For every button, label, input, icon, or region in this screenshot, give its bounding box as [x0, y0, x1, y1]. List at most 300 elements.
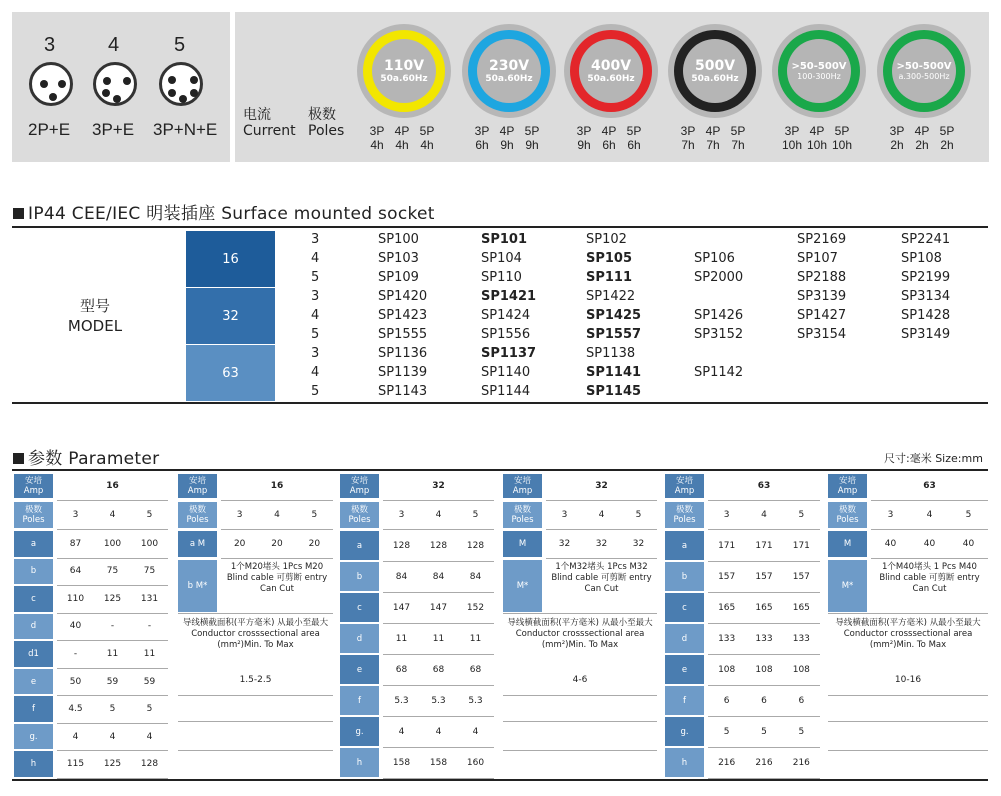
- plug-pin: [168, 76, 176, 84]
- model-number: SP1140: [481, 365, 531, 380]
- row-rule: [503, 613, 657, 614]
- row-rule: [178, 695, 333, 696]
- dimension-value: 171: [718, 540, 736, 551]
- voltage-color-ring: [570, 30, 652, 112]
- pole-clock-position: [597, 124, 621, 152]
- dimension-value: 4.5: [68, 704, 83, 715]
- row-rule: [503, 721, 657, 722]
- row-rule: [383, 500, 494, 501]
- poles-label: 极数 Poles: [340, 502, 379, 528]
- dimension-value: -: [110, 621, 115, 632]
- clock-hour: 2h: [915, 138, 929, 152]
- row-rule: [828, 750, 988, 751]
- plug-pin: [168, 89, 176, 97]
- row-rule: [383, 529, 494, 530]
- model-number: SP1143: [378, 384, 428, 399]
- poles-label: 极数 Poles: [14, 502, 53, 528]
- dimension-value: 157: [718, 571, 736, 582]
- dimension-label: e: [665, 655, 704, 684]
- pole-count: 5: [311, 384, 320, 399]
- row-rule: [221, 558, 333, 559]
- model-number: SP1426: [694, 308, 744, 323]
- voltage-badge: [772, 24, 866, 118]
- dimension-value: 4: [435, 726, 442, 737]
- model-number: SP1555: [378, 327, 428, 342]
- dimension-value: 133: [792, 633, 810, 644]
- pole-clock-position: [390, 124, 414, 152]
- dimension-value: 147: [429, 602, 448, 613]
- pole-value: 4: [761, 510, 767, 520]
- plug-pole-count: 5: [174, 34, 186, 56]
- clock-hour: 10h: [781, 138, 803, 152]
- plug-type-label: 2P+E: [28, 120, 71, 139]
- row-rule: [546, 558, 657, 559]
- amp-value: 32: [595, 481, 608, 491]
- dimension-value: 50: [69, 676, 82, 687]
- pole-count: 3P: [784, 124, 800, 138]
- dimension-value: 158: [429, 757, 448, 768]
- section-heading-surface-socket: IP44 CEE/IEC 明装插座 Surface mounted socket: [13, 199, 435, 224]
- pole-count: 3P: [474, 124, 490, 138]
- plug-pin: [103, 77, 111, 85]
- model-number: SP1420: [378, 289, 428, 304]
- pole-value: 4: [598, 510, 605, 520]
- model-number: SP105: [586, 251, 633, 266]
- frequency-value: 50a.60Hz: [691, 73, 739, 84]
- clock-hour: 9h: [577, 138, 591, 152]
- model-number: SP1427: [797, 308, 847, 323]
- unit-label: 尺寸:毫米 Size:mm: [884, 452, 983, 465]
- blind-plug-text: 1个M20堵头 1Pcs M20 Blind cable 可剪断 entry Can Cut: [226, 562, 328, 594]
- model-number: SP1423: [378, 308, 428, 323]
- dimension-value: 5: [798, 726, 805, 737]
- dimension-value: 128: [140, 759, 159, 770]
- model-number: SP3134: [901, 289, 951, 304]
- dimension-value: 11: [395, 633, 408, 644]
- dimension-value: 6: [723, 695, 730, 706]
- pole-clock-position: [365, 124, 389, 152]
- pole-count: 4P: [809, 124, 825, 138]
- pole-clock-position: [572, 124, 596, 152]
- row-rule: [503, 750, 657, 751]
- parameter-table: [178, 474, 333, 779]
- plug-diagram: [93, 62, 137, 106]
- clock-hour: 10h: [806, 138, 828, 152]
- pole-count: 5P: [626, 124, 642, 138]
- pole-value: 3: [236, 510, 243, 520]
- amp-rating-cell: 32: [186, 288, 275, 344]
- pole-count: 5P: [939, 124, 955, 138]
- pole-clock-position: [520, 124, 544, 152]
- dimension-value: 84: [432, 571, 445, 582]
- model-number: SP101: [481, 232, 528, 247]
- conductor-note: 导线横截面积(平方毫米) 从最小至最大 Conductor crosssectional area (mm²)Min. To Max: [835, 618, 981, 650]
- conductor-range: 1.5-2.5: [239, 675, 272, 685]
- pole-value: 5: [146, 510, 153, 520]
- parameter-rule: [12, 469, 988, 471]
- clock-hour: 4h: [370, 138, 384, 152]
- pole-value: 5: [635, 510, 642, 520]
- dimension-label: f: [665, 686, 704, 715]
- dimension-label: d1: [14, 641, 53, 667]
- dimension-value: 11: [106, 648, 119, 659]
- plug-diagram: [159, 62, 203, 106]
- clock-hour: 2h: [940, 138, 954, 152]
- model-number: SP1137: [481, 346, 537, 361]
- model-number: SP2188: [797, 270, 847, 285]
- dimension-value: 171: [792, 540, 810, 551]
- gland-thread-value: 32: [632, 539, 645, 549]
- dimension-value: 68: [469, 664, 482, 675]
- pole-count: 3: [311, 346, 320, 361]
- pole-clock-position: [935, 124, 959, 152]
- model-number: SP2241: [901, 232, 951, 247]
- model-number: SP102: [586, 232, 627, 247]
- pole-clock-position: [415, 124, 439, 152]
- dimension-value: 128: [429, 540, 448, 551]
- dimension-label: d: [340, 624, 379, 653]
- dimension-label: c: [665, 593, 704, 622]
- dimension-label: f: [340, 686, 379, 715]
- dimension-value: 5: [146, 704, 153, 715]
- dimension-label: h: [665, 748, 704, 777]
- dimension-value: -: [147, 621, 152, 632]
- amp-value: 32: [432, 481, 445, 491]
- model-number: SP1556: [481, 327, 531, 342]
- dimension-value: 11: [469, 633, 482, 644]
- voltage-badge-center: [787, 39, 851, 103]
- model-number: SP107: [797, 251, 838, 266]
- model-number: SP103: [378, 251, 419, 266]
- gland-thread-value: 20: [308, 539, 321, 549]
- dimension-value: 5.3: [394, 695, 409, 706]
- plug-pin: [102, 89, 110, 97]
- plug-diagram: [29, 62, 73, 106]
- dimension-value: 216: [718, 757, 736, 768]
- parameter-table: [828, 474, 988, 779]
- dimension-label: b: [14, 559, 53, 585]
- row-rule: [178, 750, 333, 751]
- poles-label: 极数 Poles: [178, 502, 217, 528]
- pole-clock-position: [885, 124, 909, 152]
- row-rule: [57, 529, 168, 530]
- dimension-value: 158: [392, 757, 411, 768]
- conductor-note: 导线横截面积(平方毫米) 从最小至最大 Conductor crosssectional area (mm²)Min. To Max: [182, 618, 329, 650]
- pole-count: 5P: [730, 124, 746, 138]
- amp-label: 安培 Amp: [828, 474, 867, 498]
- dimension-value: 108: [718, 664, 736, 675]
- dimension-value: 165: [755, 602, 773, 613]
- dimension-label: h: [14, 751, 53, 777]
- clock-hour: 6h: [475, 138, 489, 152]
- voltage-value: 500V: [694, 57, 736, 74]
- voltage-badge-center: [477, 39, 541, 103]
- gland-thread-label: M: [828, 531, 867, 557]
- pole-clock-position: [910, 124, 934, 152]
- model-number: SP1138: [586, 346, 636, 361]
- poles-label: 极数 Poles: [665, 502, 704, 528]
- voltage-color-ring: [674, 30, 756, 112]
- model-number: SP3152: [694, 327, 744, 342]
- model-number: SP109: [378, 270, 419, 285]
- blind-plug-text: 1个M40堵头 1 Pcs M40 Blind cable 可剪断 entry Can Cut: [879, 562, 980, 594]
- conductor-note: 导线横截面积(平方毫米) 从最小至最大 Conductor crosssectional area (mm²)Min. To Max: [507, 618, 653, 650]
- dimension-value: 147: [392, 602, 411, 613]
- pole-count: 5: [311, 270, 320, 285]
- row-rule: [221, 529, 333, 530]
- pole-clock-position: [830, 124, 854, 152]
- dimension-value: 128: [392, 540, 411, 551]
- amp-value: 16: [106, 481, 119, 491]
- gland-thread-label: M: [503, 531, 542, 557]
- pole-value: 3: [561, 510, 568, 520]
- dimension-value: 4: [146, 731, 153, 742]
- model-table-bottom-rule: [12, 402, 988, 404]
- clock-hour: 2h: [890, 138, 904, 152]
- row-rule: [708, 529, 820, 530]
- row-rule: [57, 500, 168, 501]
- plug-pole-count: 3: [44, 34, 56, 56]
- dimension-value: 110: [66, 593, 85, 604]
- model-number: SP1421: [481, 289, 537, 304]
- row-rule: [828, 613, 988, 614]
- amp-value: 63: [757, 481, 771, 491]
- model-number: SP2169: [797, 232, 847, 247]
- pole-value: 4: [926, 510, 933, 520]
- gland-thread-value: 32: [595, 539, 608, 549]
- pole-count: 3: [311, 289, 320, 304]
- voltage-badge: [462, 24, 556, 118]
- dimension-value: 40: [69, 621, 82, 632]
- frequency-value: 100-300Hz: [797, 72, 841, 81]
- dimension-value: 125: [103, 593, 122, 604]
- voltage-value: 400V: [590, 57, 632, 74]
- dimension-value: 100: [103, 538, 122, 549]
- model-number: SP3149: [901, 327, 951, 342]
- clock-hour: 7h: [731, 138, 745, 152]
- conductor-range: 10-16: [894, 675, 922, 685]
- dimension-label: h: [340, 748, 379, 777]
- dimension-value: 11: [143, 648, 156, 659]
- model-label: 型号 MODEL: [67, 297, 123, 335]
- plug-pin: [190, 76, 198, 84]
- amp-rating-cell: 16: [186, 231, 275, 287]
- poles-label: 极数 Poles: [308, 107, 345, 139]
- parameter-bottom-rule: [12, 779, 988, 781]
- voltage-badge-center: [372, 39, 436, 103]
- voltage-color-ring: [468, 30, 550, 112]
- model-number: SP3139: [797, 289, 847, 304]
- plug-type-label: 3P+E: [92, 120, 135, 139]
- model-number: SP106: [694, 251, 735, 266]
- dimension-value: 128: [466, 540, 485, 551]
- pole-value: 3: [887, 510, 894, 520]
- frequency-value: 50a.60Hz: [380, 73, 428, 84]
- pole-count: 5: [311, 327, 320, 342]
- model-number: SP108: [901, 251, 942, 266]
- dimension-value: 68: [395, 664, 408, 675]
- pole-count: 4P: [914, 124, 930, 138]
- dimension-value: 133: [755, 633, 773, 644]
- pole-value: 5: [965, 510, 972, 520]
- row-rule: [221, 500, 333, 501]
- model-number: SP1144: [481, 384, 531, 399]
- dimension-value: 4: [472, 726, 479, 737]
- dimension-value: 133: [718, 633, 736, 644]
- dimension-value: 5: [109, 704, 116, 715]
- row-rule: [871, 500, 988, 501]
- dimension-label: b: [340, 562, 379, 591]
- dimension-value: 4: [109, 731, 116, 742]
- section-heading-parameter: 参数 Parameter: [13, 444, 159, 469]
- dimension-label: a: [340, 531, 379, 560]
- model-number: SP111: [586, 270, 633, 285]
- dimension-label: g.: [665, 717, 704, 746]
- amp-rating-cell: 63: [186, 345, 275, 401]
- pole-clock-position: [676, 124, 700, 152]
- row-rule: [546, 529, 657, 530]
- heading-rule: [12, 226, 988, 228]
- pole-count: 3P: [680, 124, 696, 138]
- dimension-value: 152: [466, 602, 485, 613]
- pole-clock-position: [805, 124, 829, 152]
- dimension-value: 59: [143, 676, 156, 687]
- dimension-value: 165: [792, 602, 810, 613]
- dimension-value: 6: [761, 695, 767, 706]
- plug-pin: [113, 95, 121, 103]
- row-rule: [178, 721, 333, 722]
- row-rule: [546, 500, 657, 501]
- dimension-label: f: [14, 696, 53, 722]
- model-number: SP1142: [694, 365, 744, 380]
- dimension-label: a: [14, 531, 53, 557]
- model-number: SP104: [481, 251, 522, 266]
- dimension-value: 115: [66, 759, 85, 770]
- dimension-value: 108: [792, 664, 810, 675]
- dimension-value: 100: [140, 538, 159, 549]
- pole-clock-position: [726, 124, 750, 152]
- pole-count: 3: [311, 232, 320, 247]
- plug-pole-count: 4: [108, 34, 120, 56]
- row-rule: [708, 500, 820, 501]
- amp-label: 安培 Amp: [14, 474, 53, 498]
- pole-value: 3: [398, 510, 405, 520]
- dimension-value: 59: [106, 676, 119, 687]
- amp-label: 安培 Amp: [503, 474, 542, 498]
- dimension-value: 216: [792, 757, 810, 768]
- pole-count: 5P: [419, 124, 435, 138]
- clock-hour: 4h: [395, 138, 409, 152]
- gland-thread-value: 40: [923, 539, 936, 549]
- plug-pin: [49, 93, 57, 101]
- model-number: SP1428: [901, 308, 951, 323]
- model-number: SP1425: [586, 308, 642, 323]
- clock-hour: 10h: [831, 138, 853, 152]
- voltage-value: 110V: [383, 57, 425, 74]
- amp-label: 安培 Amp: [665, 474, 704, 498]
- plug-pin: [190, 89, 198, 97]
- dimension-value: 125: [103, 759, 122, 770]
- clock-hour: 9h: [500, 138, 514, 152]
- model-number: SP110: [481, 270, 522, 285]
- voltage-color-ring: [883, 30, 965, 112]
- model-number: SP1424: [481, 308, 531, 323]
- amp-label: 安培 Amp: [178, 474, 217, 498]
- pole-count: 4P: [601, 124, 617, 138]
- pole-value: 3: [723, 510, 730, 520]
- pole-count: 4P: [499, 124, 515, 138]
- amp-label: 安培 Amp: [340, 474, 379, 498]
- voltage-value: >50-500V: [896, 61, 952, 72]
- pole-count: 4: [311, 251, 320, 266]
- dimension-value: 108: [755, 664, 773, 675]
- dimension-value: 165: [718, 602, 736, 613]
- model-number: SP2199: [901, 270, 951, 285]
- pole-value: 5: [311, 510, 318, 520]
- dimension-label: d: [665, 624, 704, 653]
- clock-hour: 9h: [525, 138, 539, 152]
- clock-hour: 6h: [627, 138, 641, 152]
- voltage-badge: [357, 24, 451, 118]
- poles-label: 极数 Poles: [503, 502, 542, 528]
- clock-hour: 7h: [681, 138, 695, 152]
- pole-clock-position: [495, 124, 519, 152]
- row-rule: [871, 558, 988, 559]
- pole-count: 5P: [834, 124, 850, 138]
- pole-count: 4P: [394, 124, 410, 138]
- clock-hour: 6h: [602, 138, 616, 152]
- voltage-badge: [668, 24, 762, 118]
- amp-value: 63: [923, 481, 936, 491]
- model-number: SP1422: [586, 289, 636, 304]
- frequency-value: 50a.60Hz: [587, 73, 635, 84]
- dimension-value: 216: [755, 757, 773, 768]
- dimension-value: 87: [69, 538, 82, 549]
- plug-pin: [123, 77, 131, 85]
- dimension-value: 157: [755, 571, 773, 582]
- pole-clock-position: [622, 124, 646, 152]
- blind-plug-text: 1个M32堵头 1Pcs M32 Blind cable 可剪断 entry Can Cut: [551, 562, 652, 594]
- plug-pin: [179, 95, 187, 103]
- pole-value: 4: [109, 510, 116, 520]
- pole-value: 5: [472, 510, 479, 520]
- voltage-badge-center: [683, 39, 747, 103]
- voltage-value: >50-500V: [791, 61, 847, 72]
- parameter-table: [340, 474, 494, 779]
- voltage-color-ring: [778, 30, 860, 112]
- dimension-value: 75: [143, 566, 156, 577]
- gland-thread-value: 32: [558, 539, 571, 549]
- dimension-label: e: [14, 669, 53, 695]
- dimension-label: c: [340, 593, 379, 622]
- dimension-value: 75: [106, 566, 119, 577]
- parameter-table: [14, 474, 168, 779]
- dimension-value: 5.3: [468, 695, 483, 706]
- dimension-value: 171: [755, 540, 773, 551]
- blind-plug-label: b M*: [178, 560, 217, 612]
- dimension-label: d: [14, 614, 53, 640]
- dimension-value: 5: [761, 726, 767, 737]
- pole-clock-position: [701, 124, 725, 152]
- parameter-table: [665, 474, 820, 779]
- current-label: 电流 Current: [243, 107, 296, 139]
- row-rule: [503, 695, 657, 696]
- blind-plug-label: M*: [503, 560, 542, 612]
- pole-count: 3P: [576, 124, 592, 138]
- clock-hour: 4h: [420, 138, 434, 152]
- dimension-label: a: [665, 531, 704, 560]
- row-rule: [828, 695, 988, 696]
